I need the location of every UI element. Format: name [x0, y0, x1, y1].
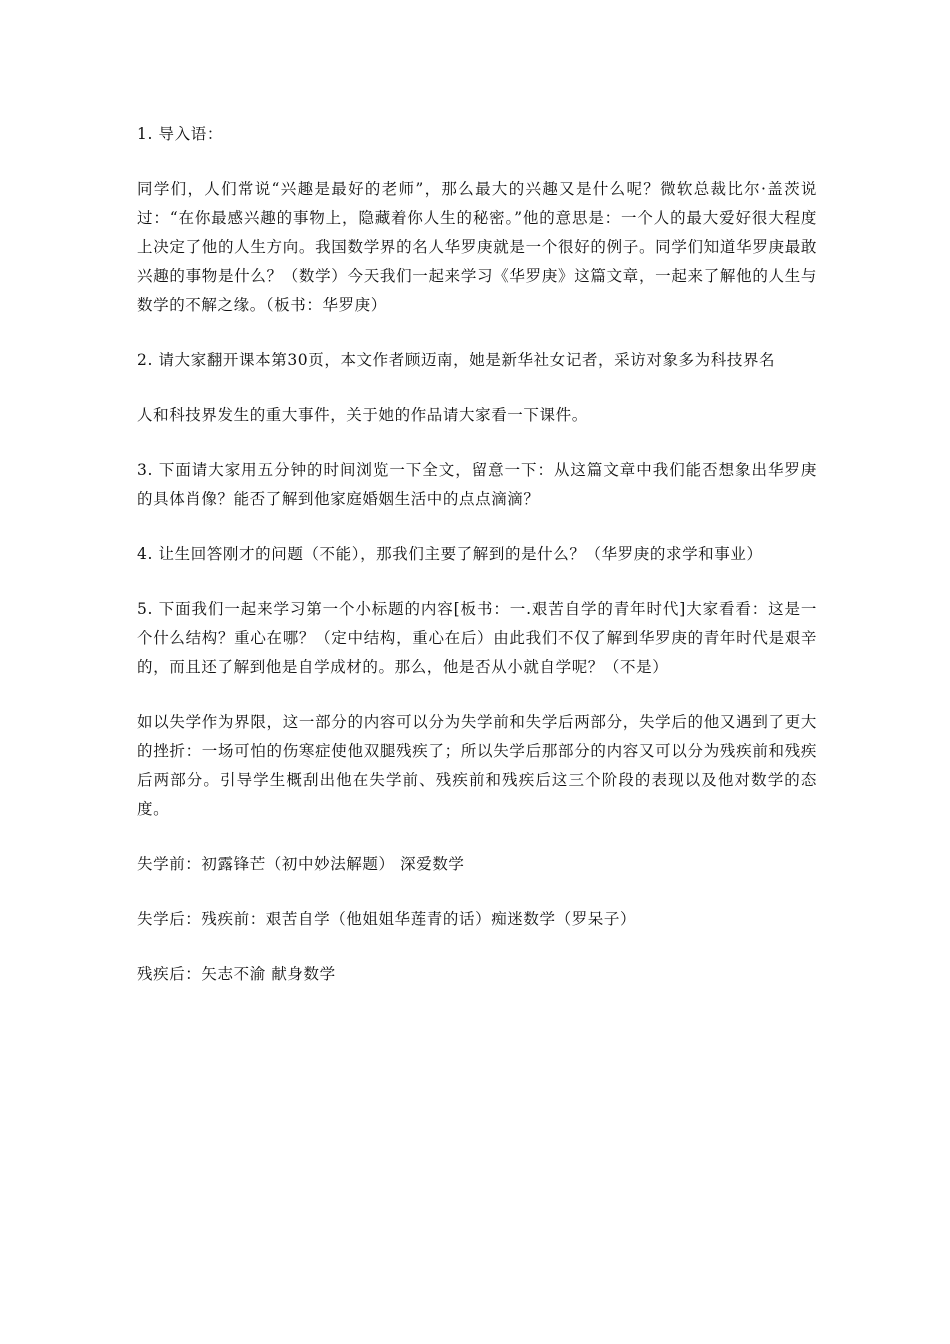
paragraph-1: 1. 导入语：: [137, 125, 223, 143]
paragraph-9: 失学前：初露锋芒（初中妙法解题） 深爱数学: [137, 855, 465, 873]
paragraph-6: 4. 让生回答刚才的问题（不能），那我们主要了解到的是什么？（华罗庚的求学和事业）: [137, 545, 763, 563]
paragraph-8: 如以失学作为界限，这一部分的内容可以分为失学前和失学后两部分，失学后的他又遇到了更大的挫折：一场可怕的伤寒症使他双腿残疾了；所以失学后那部分的内容又可以分为残疾前和残疾后两部分。引导学生概刮出他在失学前、残疾前和残疾后这三个阶段的表现以及他对数学的态度。: [137, 713, 817, 818]
paragraph-11: 残疾后：矢志不渝 献身数学: [137, 965, 336, 983]
paragraph-4: 人和科技界发生的重大事件，关于她的作品请大家看一下课件。: [137, 406, 588, 424]
paragraph-2: 同学们，人们常说“兴趣是最好的老师”，那么最大的兴趣又是什么呢？微软总裁比尔·盖茨说过：“在你最感兴趣的事物上，隐藏着你人生的秘密。”他的意思是：一个人的最大爱好很大程度上决定了他的人生方向。我国数学界的名人华罗庚就是一个很好的例子。同学们知道华罗庚最敢兴趣的事物是什么？（数学）今天我们一起来学习《华罗庚》这篇文章，一起来了解他的人生与数学的不解之缘。（板书：华罗庚）: [137, 180, 817, 314]
paragraph-7: 5. 下面我们一起来学习第一个小标题的内容[板书：一.艰苦自学的青年时代]大家看看：这是一个什么结构？重心在哪？（定中结构，重心在后）由此我们不仅了解到华罗庚的青年时代是艰辛的，而且还了解到他是自学成材的。那么，他是否从小就自学呢？（不是）: [137, 600, 817, 676]
document-body: [137, 120, 817, 1015]
paragraph-10: 失学后：残疾前：艰苦自学（他姐姐华莲青的话）痴迷数学（罗呆子）: [137, 910, 637, 928]
paragraph-3: 2. 请大家翻开课本第30页，本文作者顾迈南，她是新华社女记者，采访对象多为科技界名: [137, 351, 776, 369]
paragraph-5: 3. 下面请大家用五分钟的时间浏览一下全文，留意一下：从这篇文章中我们能否想象出华罗庚的具体肖像？能否了解到他家庭婚姻生活中的点点滴滴？: [137, 461, 817, 508]
